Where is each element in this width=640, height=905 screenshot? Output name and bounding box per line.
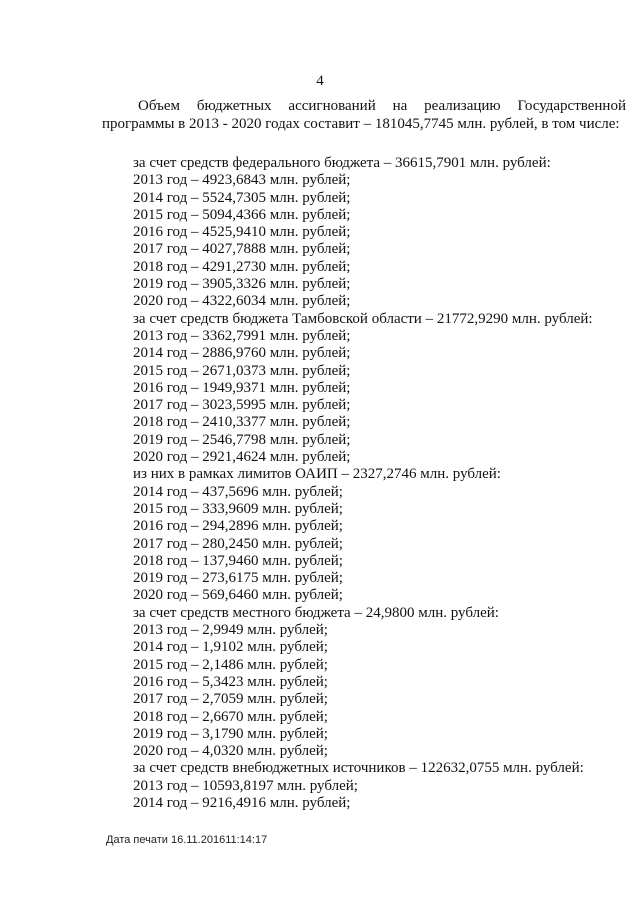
budget-line: 2014 год – 2886,9760 млн. рублей;	[133, 345, 351, 362]
budget-line: 2015 год – 333,9609 млн. рублей;	[133, 500, 343, 517]
budget-lines-list	[133, 155, 593, 812]
budget-line: 2015 год – 2671,0373 млн. рублей;	[133, 362, 351, 379]
budget-line: 2015 год – 5094,4366 млн. рублей;	[133, 206, 351, 223]
budget-line: 2014 год – 9216,4916 млн. рублей;	[133, 794, 351, 811]
budget-line: 2013 год – 10593,8197 млн. рублей;	[133, 777, 358, 794]
budget-line: 2018 год – 137,9460 млн. рублей;	[133, 552, 343, 569]
budget-line: 2018 год – 4291,2730 млн. рублей;	[133, 258, 351, 275]
budget-line: за счет средств внебюджетных источников – 122632,0755 млн. рублей:	[133, 760, 584, 777]
budget-line: 2014 год – 437,5696 млн. рублей;	[133, 483, 343, 500]
print-date-footer: Дата печати 16.11.201611:14:17	[106, 834, 268, 846]
budget-line: 2013 год – 4923,6843 млн. рублей;	[133, 172, 351, 189]
budget-line: 2020 год – 2921,4624 млн. рублей;	[133, 449, 351, 466]
budget-line: 2016 год – 294,2896 млн. рублей;	[133, 518, 343, 535]
budget-line: 2020 год – 569,6460 млн. рублей;	[133, 587, 343, 604]
budget-line: 2015 год – 2,1486 млн. рублей;	[133, 656, 328, 673]
budget-line: 2016 год – 5,3423 млн. рублей;	[133, 673, 328, 690]
budget-line: за счет средств федерального бюджета – 36615,7901 млн. рублей:	[133, 155, 551, 171]
budget-line: 2019 год – 273,6175 млн. рублей;	[133, 570, 343, 587]
intro-paragraph: Объем бюджетных ассигнований на реализацию Государственной программы в 2013 - 2020 годах составит – 181045,7745 млн. рублей, в том числе:	[102, 98, 626, 132]
budget-line: 2019 год – 3905,3326 млн. рублей;	[133, 276, 351, 293]
budget-line: 2020 год – 4,0320 млн. рублей;	[133, 743, 328, 760]
budget-line: за счет средств местного бюджета – 24,9800 млн. рублей:	[133, 604, 499, 621]
budget-line: 2018 год – 2410,3377 млн. рублей;	[133, 414, 351, 431]
budget-line: из них в рамках лимитов ОАИП – 2327,2746 млн. рублей:	[133, 466, 501, 483]
budget-line: 2017 год – 3023,5995 млн. рублей;	[133, 397, 351, 414]
budget-line: 2014 год – 5524,7305 млн. рублей;	[133, 189, 351, 206]
page-number: 4	[316, 73, 324, 89]
budget-line: 2016 год – 1949,9371 млн. рублей;	[133, 379, 351, 396]
budget-line: 2016 год – 4525,9410 млн. рублей;	[133, 224, 351, 241]
budget-line: 2018 год – 2,6670 млн. рублей;	[133, 708, 328, 725]
budget-line: 2013 год – 2,9949 млн. рублей;	[133, 622, 328, 639]
budget-line: за счет средств бюджета Тамбовской области – 21772,9290 млн. рублей:	[133, 310, 593, 327]
budget-line: 2017 год – 280,2450 млн. рублей;	[133, 535, 343, 552]
budget-line: 2019 год – 3,1790 млн. рублей;	[133, 725, 328, 742]
budget-line: 2013 год – 3362,7991 млн. рублей;	[133, 327, 351, 344]
budget-line: 2014 год – 1,9102 млн. рублей;	[133, 639, 328, 656]
budget-line: 2017 год – 4027,7888 млн. рублей;	[133, 241, 351, 258]
budget-line: 2020 год – 4322,6034 млн. рублей;	[133, 293, 351, 310]
budget-line: 2017 год – 2,7059 млн. рублей;	[133, 691, 328, 708]
budget-line: 2019 год – 2546,7798 млн. рублей;	[133, 431, 351, 448]
